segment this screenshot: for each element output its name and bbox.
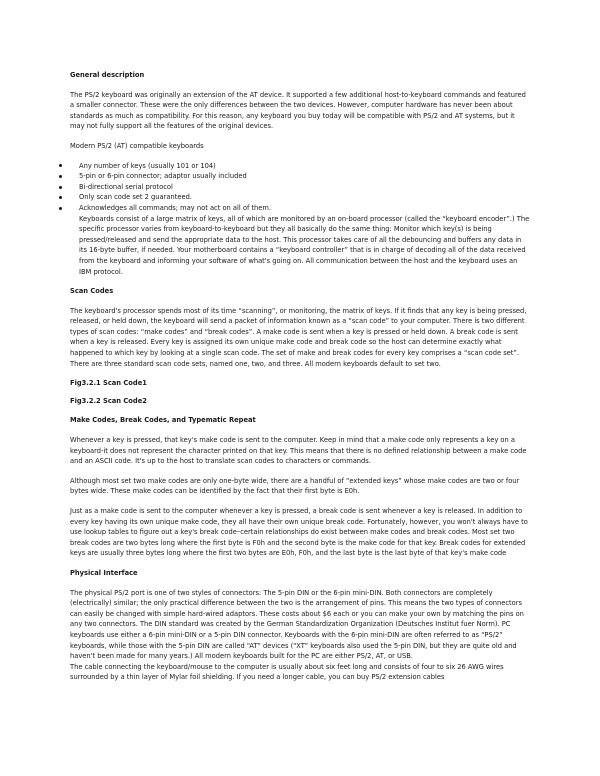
list-item: 5-pin or 6-pin connector; adaptor usually included [70, 171, 530, 182]
paragraph-modern-keyboards: Modern PS/2 (AT) compatible keyboards [70, 141, 204, 150]
feature-list [70, 161, 530, 214]
figure-caption-scan-code-2: Fig3.2.2 Scan Code2 [70, 396, 147, 405]
list-item: Acknowledges all commands; may not act on all of them. [70, 203, 530, 214]
list-item: Any number of keys (usually 101 or 104) [70, 161, 530, 172]
paragraph-break-code: Just as a make code is sent to the computer whenever a key is pressed, a break code is sent whenever a key is released. In addition to every key having its own unique make code, they all have their own unique break code. Fortunately, however, you won't always have to use lookup tables to figure out a key's break code–certain relationships do exist between make codes and break codes. Most set two break codes are two bytes long where the first byte is F0h and the second byte is the make code for that key. Break codes for extended keys are usually three bytes long where the first two bytes are E0h, F0h, and the last byte is the last byte of that key's make code [70, 507, 528, 558]
paragraph-keyboard-matrix: Keyboards consist of a large matrix of keys, all of which are monitored by an on-board processor (called the “keyboard encoder”.) The specific processor varies from keyboard-to-keyboard but they all basically do the same thing: Monitor which key(s) is being pressed/released and send the appropriate data to the host. This processor takes care of all the debouncing and buffers any data in its 16-byte buffer, if needed. Your motherboard contains a “keyboard controller” that is in charge of decoding all of the data received from the keyboard and informing your software of what's going on. All communication between the host and the keyboard uses an IBM protocol. [79, 214, 530, 276]
heading-physical-interface: Physical Interface [70, 568, 138, 577]
paragraph-scan-codes: The keyboard's processor spends most of its time “scanning”, or monitoring, the matrix of keys. If it finds that any key is being pressed, released, or held down, the keyboard will send a packet of information known as a “scan code” to your computer. There is two different types of scan codes: “make codes” and “break codes”. A make code is sent when a key is pressed or held down. A break code is sent when a key is released. Every key is assigned its own unique make code and break code so the host can determine exactly what happened to which key by looking at a single scan code. The set of make and break codes for every key comprises a “scan code set”. There are three standard scan code sets, named one, two, and three. All modern keyboards default to set two. [70, 306, 527, 368]
paragraph-general-intro: The PS/2 keyboard was originally an extension of the AT device. It supported a few additional host-to-keyboard commands and featured a smaller connector. These were the only differences between the two devices. However, computer hardware has never been about standards as much as compatibility. For this reason, any keyboard you buy today will be compatible with PS/2 and AT systems, but it may not fully support all the features of the original devices. [70, 90, 526, 131]
heading-scan-codes: Scan Codes [70, 287, 114, 296]
heading-make-break-codes: Make Codes, Break Codes, and Typematic Repeat [70, 416, 256, 425]
heading-general-description: General description [70, 71, 145, 79]
figure-caption-scan-code-1: Fig3.2.1 Scan Code1 [70, 379, 147, 388]
list-item: Bi-directional serial protocol [70, 182, 530, 193]
paragraph-make-code: Whenever a key is pressed, that key's make code is sent to the computer. Keep in mind that a make code only represents a key on a keyboard-it does not represent the character printed on that key. This means that there is no defined relationship between a make code and an ASCII code. It's up to the host to translate scan codes to characters or commands. [70, 436, 527, 466]
paragraph-physical-port: The physical PS/2 port is one of two styles of connectors: The 5-pin DIN or the 6-pin mini-DIN. Both connectors are completely (electrically) similar; the only practical difference between the two is the arrangement of pins. This means the two types of connectors can easily be changed with simple hard-wired adaptors. These costs about $6 each or you can make your own by matching the pins on any two connectors. The DIN standard was created by the German Standardization Organization (Deutsches Institut fuer Norm). PC keyboards use either a 6-pin mini-DIN or a 5-pin DIN connector. Keyboards with the 6-pin mini-DIN are often referred to as “PS/2” keyboards, while those with the 5-pin DIN are called “AT” devices (“XT” keyboards also used the 5-pin DIN, but they are quite old and haven't been made for many years.) All modern keyboards built for the PC are either PS/2, AT, or USB. [70, 588, 524, 661]
list-item: Only scan code set 2 guaranteed. [70, 192, 530, 203]
paragraph-cable: The cable connecting the keyboard/mouse to the computer is usually about six feet long and consists of four to six 26 AWG wires surrounded by a thin layer of Mylar foil shielding. If you need a longer cable, you can buy PS/2 extension cables [70, 662, 504, 682]
paragraph-extended-keys: Although most set two make codes are only one-byte wide, there are a handful of “extended keys” whose make codes are two or four bytes wide. These make codes can be identified by the fact that their first byte is E0h. [70, 476, 520, 496]
